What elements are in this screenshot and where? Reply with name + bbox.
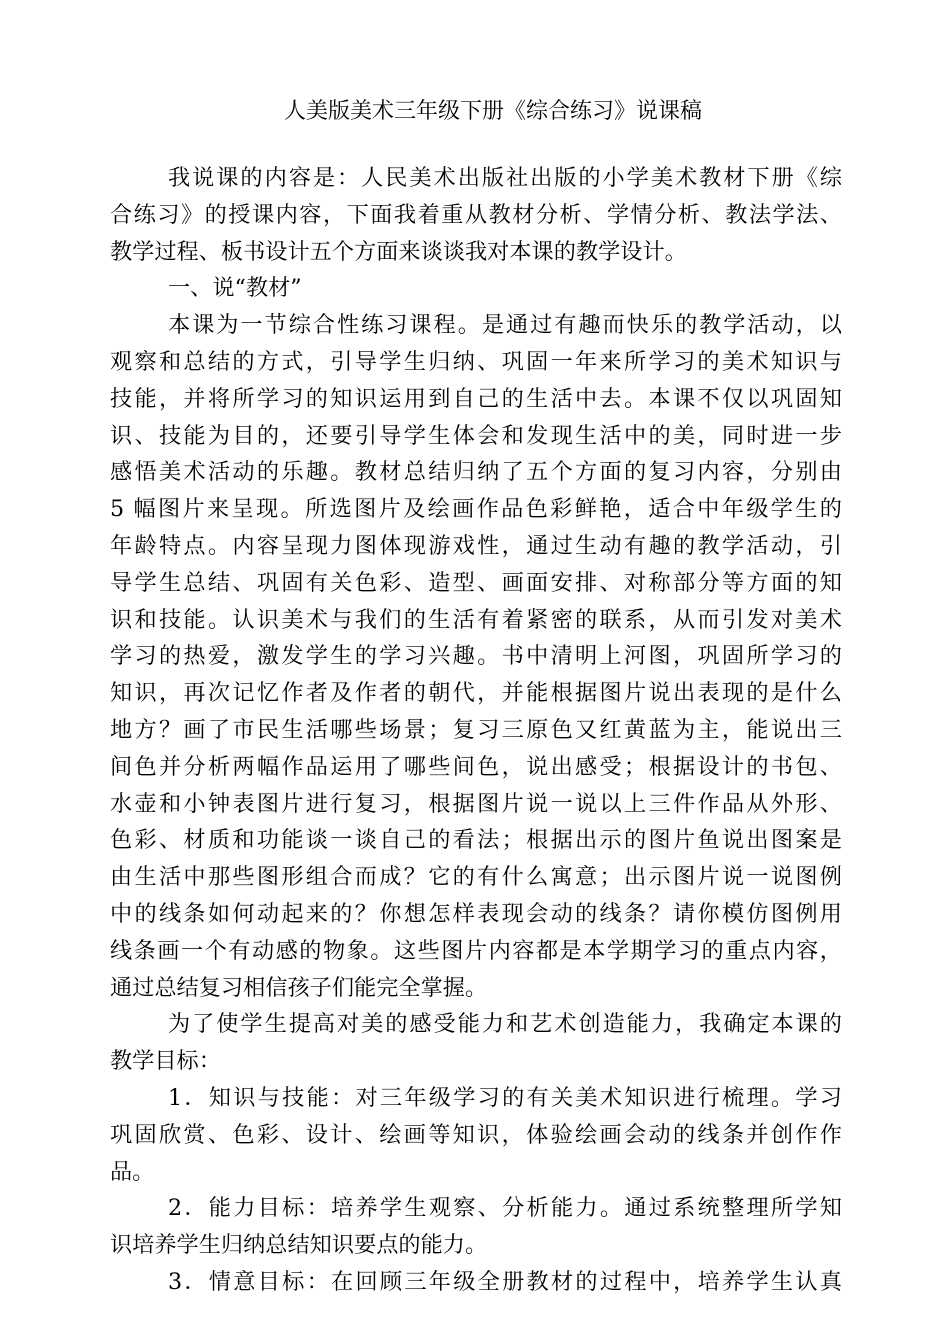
paragraph-line: 通过总结复习相信孩子们能完全掌握。 [110, 974, 488, 1001]
paragraph-line: 识和技能。认识美术与我们的生活有着紧密的联系，从而引发对美术 [110, 606, 842, 633]
paragraph-line: 中的线条如何动起来的？你想怎样表现会动的线条？请你模仿图例用 [110, 900, 842, 927]
document-title: 人美版美术三年级下册《综合练习》说课稿 [283, 99, 702, 124]
document-body [110, 160, 842, 1301]
paragraph-line: 5 幅图片来呈现。所选图片及绘画作品色彩鲜艳，适合中年级学生的 [110, 496, 842, 523]
paragraph-line: 导学生总结、巩固有关色彩、造型、画面安排、对称部分等方面的知 [110, 569, 842, 596]
paragraph-line: 识、技能为目的，还要引导学生体会和发现生活中的美，同时进一步 [110, 422, 842, 449]
paragraph-line: 色彩、材质和功能谈一谈自己的看法；根据出示的图片鱼说出图案是 [110, 827, 842, 854]
paragraph-line: 教学过程、板书设计五个方面来谈谈我对本课的教学设计。 [110, 238, 687, 265]
paragraph-line: 技能，并将所学习的知识运用到自己的生活中去。本课不仅以巩固知 [110, 385, 842, 412]
objective-line: 3．情意目标：在回顾三年级全册教材的过程中，培养学生认真 [168, 1268, 842, 1295]
objective-line: 品。 [110, 1158, 155, 1185]
paragraph-line: 教学目标： [110, 1048, 221, 1075]
paragraph-line: 地方？画了市民生活哪些场景；复习三原色又红黄蓝为主，能说出三 [110, 716, 842, 743]
paragraph-line: 水壶和小钟表图片进行复习，根据图片说一说以上三件作品从外形、 [110, 790, 842, 817]
paragraph-line: 线条画一个有动感的物象。这些图片内容都是本学期学习的重点内容， [110, 937, 842, 964]
paragraph-line: 知识，再次记忆作者及作者的朝代，并能根据图片说出表现的是什么 [110, 680, 842, 707]
objective-line: 1．知识与技能：对三年级学习的有关美术知识进行梳理。学习 [168, 1084, 842, 1111]
objective-line: 识培养学生归纳总结知识要点的能力。 [110, 1232, 488, 1259]
paragraph-line: 观察和总结的方式，引导学生归纳、巩固一年来所学习的美术知识与 [110, 348, 842, 375]
objective-line: 2．能力目标：培养学生观察、分析能力。通过系统整理所学知 [168, 1195, 842, 1222]
paragraph-line: 由生活中那些图形组合而成？它的有什么寓意；出示图片说一说图例 [110, 864, 842, 891]
paragraph-line: 我说课的内容是：人民美术出版社出版的小学美术教材下册《综 [168, 165, 842, 191]
objective-line: 巩固欣赏、色彩、设计、绘画等知识，体验绘画会动的线条并创作作 [110, 1121, 842, 1148]
paragraph-line: 本课为一节综合性练习课程。是通过有趣而快乐的教学活动，以 [168, 312, 842, 339]
paragraph-line: 合练习》的授课内容，下面我着重从教材分析、学情分析、教法学法、 [110, 201, 842, 228]
paragraph-line: 学习的热爱，激发学生的学习兴趣。书中清明上河图，巩固所学习的 [110, 643, 842, 670]
paragraph-line: 间色并分析两幅作品运用了哪些间色，说出感受；根据设计的书包、 [110, 753, 842, 780]
section-heading: 一、说“教材” [168, 275, 302, 302]
paragraph-line: 年龄特点。内容呈现力图体现游戏性，通过生动有趣的教学活动，引 [110, 532, 842, 559]
paragraph-line: 感悟美术活动的乐趣。教材总结归纳了五个方面的复习内容，分别由 [110, 459, 842, 486]
paragraph-line: 为了使学生提高对美的感受能力和艺术创造能力，我确定本课的 [168, 1011, 842, 1038]
